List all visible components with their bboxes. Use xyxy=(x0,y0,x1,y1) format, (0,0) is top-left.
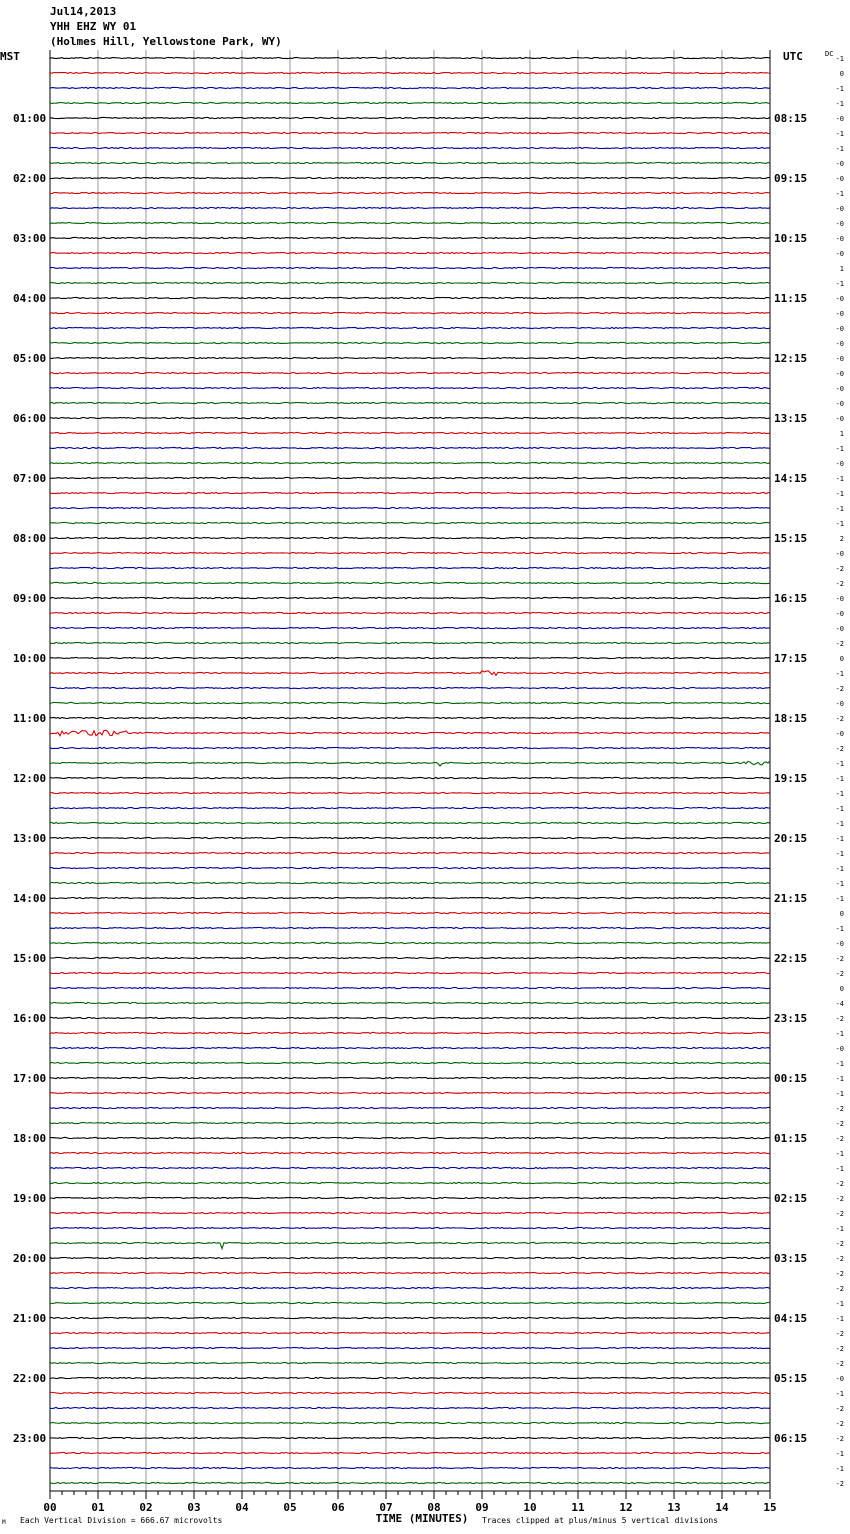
dc-offset-label: 1 xyxy=(839,265,844,273)
trace-row xyxy=(50,312,770,313)
trace-row xyxy=(50,207,770,208)
utc-hour-label: 04:15 xyxy=(774,1312,808,1325)
utc-hour-label: 00:15 xyxy=(774,1072,808,1085)
dc-offset-label: -0 xyxy=(835,205,844,213)
dc-offset-label: -1 xyxy=(835,490,844,498)
dc-offset-label: -2 xyxy=(835,1240,844,1248)
dc-offset-label: -0 xyxy=(835,325,844,333)
trace-row xyxy=(50,582,770,583)
dc-offset-label: -0 xyxy=(835,310,844,318)
trace-row xyxy=(50,162,770,163)
dc-offset-label: -1 xyxy=(835,1465,844,1473)
dc-offset-label: -2 xyxy=(835,1195,844,1203)
dc-offset-label: -2 xyxy=(835,1435,844,1443)
mst-hour-label: 09:00 xyxy=(13,592,47,605)
utc-label: UTC xyxy=(783,50,803,63)
utc-hour-label: 19:15 xyxy=(774,772,808,785)
trace-row xyxy=(50,761,770,766)
trace-row xyxy=(50,1392,770,1393)
dc-offset-label: -1 xyxy=(835,1300,844,1308)
mst-hour-label: 07:00 xyxy=(13,472,47,485)
trace-row xyxy=(50,387,770,388)
utc-hour-label: 22:15 xyxy=(774,952,808,965)
trace-row xyxy=(50,1122,770,1123)
trace-row xyxy=(50,192,770,193)
x-tick-label: 15 xyxy=(763,1501,777,1514)
trace-row xyxy=(50,807,770,808)
trace-row xyxy=(50,1437,770,1438)
dc-offset-label: -2 xyxy=(835,1285,844,1293)
trace-row xyxy=(50,1242,770,1248)
dc-offset-label: 2 xyxy=(839,535,844,543)
trace-row xyxy=(50,867,770,868)
trace-row xyxy=(50,972,770,973)
trace-row xyxy=(50,1482,770,1483)
trace-row xyxy=(50,657,770,658)
dc-offset-label: -1 xyxy=(835,475,844,483)
dc-offset-label: -2 xyxy=(835,1255,844,1263)
trace-row xyxy=(50,642,770,643)
mst-hour-label: 10:00 xyxy=(13,652,47,665)
station-label: YHH EHZ WY 01 xyxy=(50,20,137,33)
dc-offset-label: -1 xyxy=(835,805,844,813)
mst-hour-label: 04:00 xyxy=(13,292,47,305)
utc-hour-label: 23:15 xyxy=(774,1012,808,1025)
axis-labels xyxy=(0,50,844,1526)
dc-offset-label: -2 xyxy=(835,1120,844,1128)
x-tick-label: 06 xyxy=(331,1501,345,1514)
dc-offset-label: -1 xyxy=(835,100,844,108)
x-tick-label: 13 xyxy=(667,1501,681,1514)
dc-offset-label: -2 xyxy=(835,1360,844,1368)
dc-offset-label: -1 xyxy=(835,925,844,933)
dc-offset-label: -1 xyxy=(835,895,844,903)
dc-offset-label: -1 xyxy=(835,1390,844,1398)
x-tick-label: 02 xyxy=(139,1501,153,1514)
dc-offset-label: -0 xyxy=(835,610,844,618)
dc-offset-label: -0 xyxy=(835,295,844,303)
dc-offset-label: -2 xyxy=(835,1345,844,1353)
trace-row xyxy=(50,822,770,823)
dc-offset-label: -1 xyxy=(835,835,844,843)
trace-row xyxy=(50,1182,770,1183)
trace-row xyxy=(50,1347,770,1348)
x-tick-label: 01 xyxy=(91,1501,105,1514)
dc-offset-label: -0 xyxy=(835,460,844,468)
trace-row xyxy=(50,1152,770,1153)
dc-offset-label: -2 xyxy=(835,1135,844,1143)
dc-offset-label: -2 xyxy=(835,1210,844,1218)
location-label: (Holmes Hill, Yellowstone Park, WY) xyxy=(50,35,282,48)
dc-offset-label: -0 xyxy=(835,700,844,708)
trace-row xyxy=(50,417,770,418)
utc-hour-label: 06:15 xyxy=(774,1432,808,1445)
dc-offset-label: -1 xyxy=(835,520,844,528)
dc-offset-label: -0 xyxy=(835,1045,844,1053)
trace-row xyxy=(50,297,770,298)
trace-row xyxy=(50,1107,770,1108)
dc-offset-label: 0 xyxy=(839,655,844,663)
trace-row xyxy=(50,1287,770,1288)
trace-row xyxy=(50,57,770,58)
trace-row xyxy=(50,777,770,778)
dc-offset-label: -1 xyxy=(835,670,844,678)
x-tick-label: 05 xyxy=(283,1501,297,1514)
dc-offset-label: 0 xyxy=(839,70,844,78)
utc-hour-label: 01:15 xyxy=(774,1132,808,1145)
mst-label: MST xyxy=(0,50,20,63)
x-tick-label: 08 xyxy=(427,1501,441,1514)
trace-row xyxy=(50,537,770,538)
trace-row xyxy=(50,1167,770,1168)
mst-hour-label: 23:00 xyxy=(13,1432,47,1445)
trace-row xyxy=(50,252,770,253)
trace-row xyxy=(50,492,770,493)
dc-offset-label: -1 xyxy=(835,850,844,858)
trace-row xyxy=(50,1077,770,1078)
trace-row xyxy=(50,1032,770,1033)
trace-row xyxy=(50,1302,770,1303)
dc-offset-label: -1 xyxy=(835,280,844,288)
utc-hour-label: 12:15 xyxy=(774,352,808,365)
dc-label: DC xyxy=(825,50,834,58)
x-axis-title: TIME (MINUTES) xyxy=(375,1512,469,1525)
trace-row xyxy=(50,1092,770,1093)
mst-hour-label: 14:00 xyxy=(13,892,47,905)
trace-row xyxy=(50,342,770,343)
trace-row xyxy=(50,747,770,748)
trace-row xyxy=(50,147,770,148)
trace-row xyxy=(50,612,770,613)
utc-hour-label: 18:15 xyxy=(774,712,808,725)
dc-offset-label: -1 xyxy=(835,505,844,513)
dc-offset-label: -0 xyxy=(835,595,844,603)
mst-hour-label: 13:00 xyxy=(13,832,47,845)
x-tick-label: 09 xyxy=(475,1501,489,1514)
mst-hour-label: 17:00 xyxy=(13,1072,47,1085)
trace-row xyxy=(50,1407,770,1408)
dc-offset-label: -1 xyxy=(835,130,844,138)
x-tick-label: 00 xyxy=(43,1501,57,1514)
mst-hour-label: 03:00 xyxy=(13,232,47,245)
dc-offset-label: -2 xyxy=(835,1105,844,1113)
dc-offset-label: -0 xyxy=(835,730,844,738)
mst-hour-label: 20:00 xyxy=(13,1252,47,1265)
mst-hour-label: 11:00 xyxy=(13,712,47,725)
traces xyxy=(50,57,770,1483)
dc-offset-label: -2 xyxy=(835,715,844,723)
dc-offset-label: -0 xyxy=(835,160,844,168)
utc-hour-label: 03:15 xyxy=(774,1252,808,1265)
utc-hour-label: 08:15 xyxy=(774,112,808,125)
trace-row xyxy=(50,1137,770,1138)
trace-row xyxy=(50,177,770,178)
x-tick-label: 12 xyxy=(619,1501,633,1514)
dc-offset-label: -0 xyxy=(835,340,844,348)
trace-row xyxy=(50,730,770,735)
dc-offset-label: 1 xyxy=(839,430,844,438)
dc-offset-label: -1 xyxy=(835,145,844,153)
dc-offset-label: -0 xyxy=(835,385,844,393)
mst-hour-label: 05:00 xyxy=(13,352,47,365)
utc-hour-label: 11:15 xyxy=(774,292,808,305)
dc-offset-label: -0 xyxy=(835,400,844,408)
dc-offset-label: -1 xyxy=(835,790,844,798)
utc-hour-label: 02:15 xyxy=(774,1192,808,1205)
utc-hour-label: 10:15 xyxy=(774,232,808,245)
trace-row xyxy=(50,567,770,568)
utc-hour-label: 14:15 xyxy=(774,472,808,485)
dc-offset-label: -1 xyxy=(835,55,844,63)
trace-row xyxy=(50,402,770,403)
dc-offset-label: -0 xyxy=(835,940,844,948)
trace-row xyxy=(50,372,770,373)
trace-row xyxy=(50,72,770,73)
mst-hour-label: 12:00 xyxy=(13,772,47,785)
trace-row xyxy=(50,1062,770,1063)
dc-offset-label: -0 xyxy=(835,220,844,228)
dc-offset-label: -2 xyxy=(835,970,844,978)
dc-offset-label: -2 xyxy=(835,1180,844,1188)
mst-hour-label: 01:00 xyxy=(13,112,47,125)
dc-offset-label: -1 xyxy=(835,820,844,828)
dc-offset-label: -1 xyxy=(835,1450,844,1458)
trace-row xyxy=(50,432,770,433)
trace-row xyxy=(50,522,770,523)
mst-hour-label: 19:00 xyxy=(13,1192,47,1205)
mst-hour-label: 08:00 xyxy=(13,532,47,545)
trace-row xyxy=(50,597,770,598)
trace-row xyxy=(50,1272,770,1273)
trace-row xyxy=(50,702,770,703)
dc-offset-label: -1 xyxy=(835,775,844,783)
trace-row xyxy=(50,1377,770,1378)
dc-offset-label: -1 xyxy=(835,1090,844,1098)
trace-row xyxy=(50,837,770,838)
trace-row xyxy=(50,1002,770,1003)
utc-hour-label: 20:15 xyxy=(774,832,808,845)
trace-row xyxy=(50,1452,770,1453)
trace-row xyxy=(50,1332,770,1333)
dc-offset-label: -2 xyxy=(835,640,844,648)
dc-offset-label: -0 xyxy=(835,115,844,123)
mst-hour-label: 02:00 xyxy=(13,172,47,185)
trace-row xyxy=(50,927,770,928)
dc-offset-label: -0 xyxy=(835,235,844,243)
trace-row xyxy=(50,627,770,628)
dc-offset-label: -1 xyxy=(835,190,844,198)
trace-row xyxy=(50,942,770,943)
utc-hour-label: 05:15 xyxy=(774,1372,808,1385)
trace-row xyxy=(50,462,770,463)
trace-row xyxy=(50,1317,770,1318)
dc-offset-label: 0 xyxy=(839,910,844,918)
dc-offset-label: -1 xyxy=(835,1075,844,1083)
mst-hour-label: 22:00 xyxy=(13,1372,47,1385)
dc-offset-label: -2 xyxy=(835,955,844,963)
trace-row xyxy=(50,1197,770,1198)
trace-row xyxy=(50,507,770,508)
x-tick-label: 11 xyxy=(571,1501,585,1514)
dc-offset-label: -0 xyxy=(835,415,844,423)
trace-row xyxy=(50,117,770,118)
dc-offset-label: -2 xyxy=(835,1015,844,1023)
dc-offset-label: -1 xyxy=(835,1060,844,1068)
dc-offset-label: -2 xyxy=(835,1480,844,1488)
trace-row xyxy=(50,282,770,283)
trace-row xyxy=(50,222,770,223)
trace-row xyxy=(50,717,770,718)
trace-row xyxy=(50,132,770,133)
x-tick-label: 04 xyxy=(235,1501,249,1514)
dc-offset-label: -2 xyxy=(835,745,844,753)
mst-hour-label: 21:00 xyxy=(13,1312,47,1325)
trace-row xyxy=(50,1047,770,1048)
mst-hour-label: 18:00 xyxy=(13,1132,47,1145)
dc-offset-label: -1 xyxy=(835,445,844,453)
utc-hour-label: 16:15 xyxy=(774,592,808,605)
trace-row xyxy=(50,987,770,988)
trace-row xyxy=(50,687,770,688)
dc-offset-label: -0 xyxy=(835,1375,844,1383)
footer-left: Each Vertical Division = 666.67 microvolts xyxy=(20,1516,223,1525)
dc-offset-label: -0 xyxy=(835,250,844,258)
dc-offset-label: -1 xyxy=(835,1030,844,1038)
x-tick-label: 07 xyxy=(379,1501,393,1514)
trace-row xyxy=(50,552,770,553)
trace-row xyxy=(50,327,770,328)
dc-offset-label: -1 xyxy=(835,1315,844,1323)
utc-hour-label: 21:15 xyxy=(774,892,808,905)
utc-hour-label: 13:15 xyxy=(774,412,808,425)
utc-hour-label: 15:15 xyxy=(774,532,808,545)
trace-row xyxy=(50,267,770,268)
trace-row xyxy=(50,237,770,238)
dc-offset-label: -1 xyxy=(835,760,844,768)
trace-row xyxy=(50,882,770,883)
trace-row xyxy=(50,87,770,88)
mst-hour-label: 15:00 xyxy=(13,952,47,965)
footer-mark: M xyxy=(2,1519,6,1526)
trace-row xyxy=(50,671,770,676)
trace-row xyxy=(50,1422,770,1423)
dc-offset-label: -0 xyxy=(835,370,844,378)
trace-row xyxy=(50,447,770,448)
trace-row xyxy=(50,1257,770,1258)
trace-row xyxy=(50,102,770,103)
dc-offset-label: -2 xyxy=(835,685,844,693)
dc-offset-label: -1 xyxy=(835,1165,844,1173)
dc-offset-label: -0 xyxy=(835,355,844,363)
dc-offset-label: -2 xyxy=(835,1405,844,1413)
trace-row xyxy=(50,357,770,358)
dc-offset-label: -1 xyxy=(835,1225,844,1233)
dc-offset-label: -2 xyxy=(835,565,844,573)
dc-offset-label: -1 xyxy=(835,85,844,93)
dc-offset-label: -1 xyxy=(835,1150,844,1158)
dc-offset-label: -2 xyxy=(835,1420,844,1428)
dc-offset-label: -2 xyxy=(835,1330,844,1338)
trace-row xyxy=(50,1467,770,1468)
dc-offset-label: -0 xyxy=(835,625,844,633)
x-tick-label: 03 xyxy=(187,1501,201,1514)
utc-hour-label: 09:15 xyxy=(774,172,808,185)
x-tick-label: 14 xyxy=(715,1501,729,1514)
dc-offset-label: -2 xyxy=(835,580,844,588)
trace-row xyxy=(50,1362,770,1363)
trace-row xyxy=(50,1227,770,1228)
dc-offset-label: 0 xyxy=(839,985,844,993)
dc-offset-label: -4 xyxy=(835,1000,844,1008)
mst-hour-label: 16:00 xyxy=(13,1012,47,1025)
trace-row xyxy=(50,852,770,853)
trace-row xyxy=(50,1017,770,1018)
dc-offset-label: -2 xyxy=(835,1270,844,1278)
trace-row xyxy=(50,477,770,478)
footer-right: Traces clipped at plus/minus 5 vertical divisions xyxy=(482,1516,719,1525)
date-label: Jul14,2013 xyxy=(50,5,117,18)
dc-offset-label: -1 xyxy=(835,865,844,873)
mst-hour-label: 06:00 xyxy=(13,412,47,425)
trace-row xyxy=(50,912,770,913)
trace-row xyxy=(50,897,770,898)
utc-hour-label: 17:15 xyxy=(774,652,808,665)
trace-row xyxy=(50,957,770,958)
dc-offset-label: -0 xyxy=(835,550,844,558)
dc-offset-label: -1 xyxy=(835,880,844,888)
x-tick-label: 10 xyxy=(523,1501,537,1514)
trace-row xyxy=(50,792,770,793)
trace-row xyxy=(50,1212,770,1213)
dc-offset-label: -0 xyxy=(835,175,844,183)
